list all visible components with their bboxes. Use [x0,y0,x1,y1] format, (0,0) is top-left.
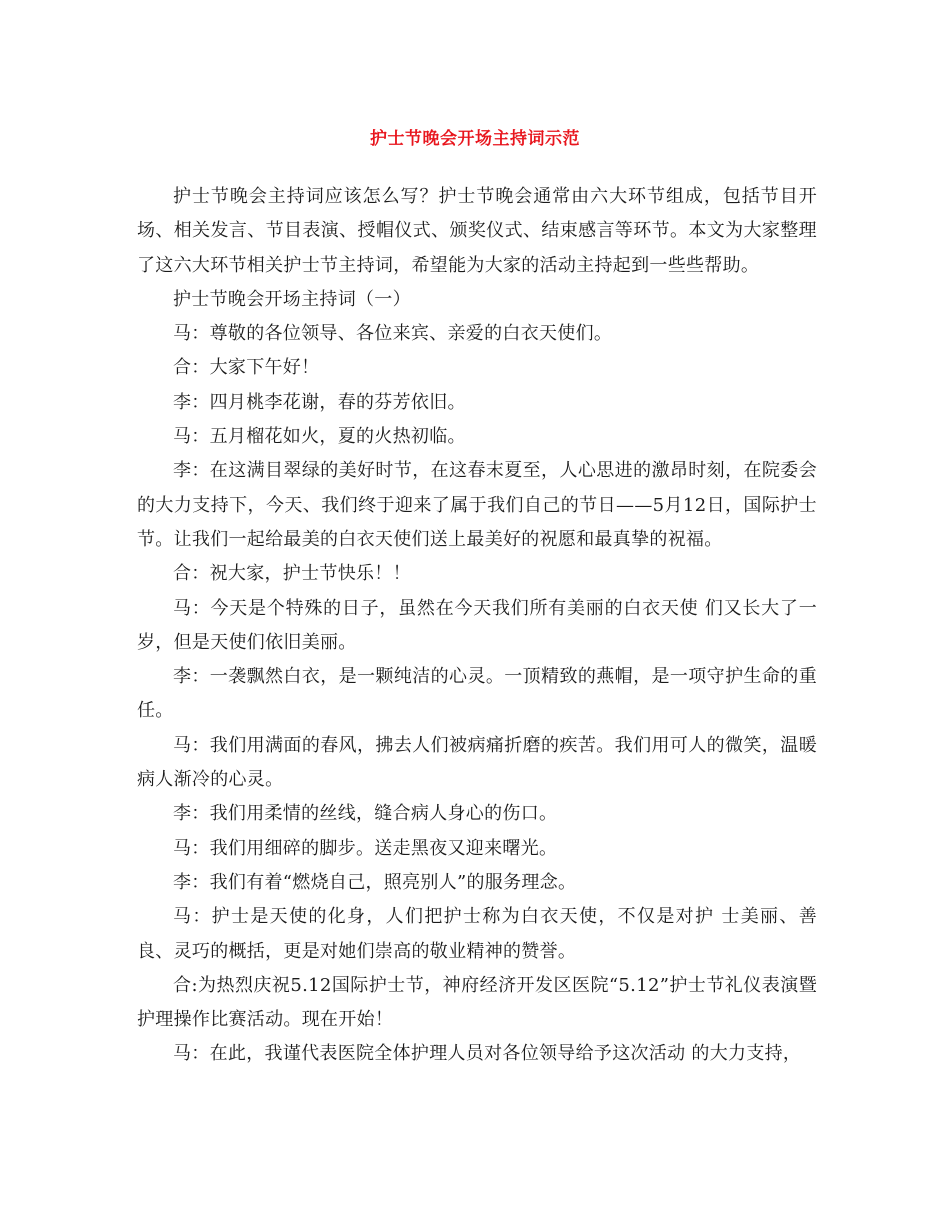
paragraph: 合：大家下午好！ [173,357,320,379]
paragraph: 马：在此，我谨代表医院全体护理人员对各位领导给予这次活动 的大力支持， [173,1043,802,1065]
paragraph-section-heading: 护士节晚会开场主持词（一） [173,288,411,310]
document-body [137,180,817,1072]
paragraph: 马：尊敬的各位领导、各位来宾、亲爱的白衣天使们。 [173,323,613,345]
paragraph: 马：五月榴花如火，夏的火热初临。 [173,426,466,448]
paragraph: 李：我们有着“燃烧自己，照亮别人”的服务理念。 [173,871,577,893]
paragraph: 李：四月桃李花谢，春的芬芳依旧。 [173,391,466,413]
paragraph: 合：祝大家，护士节快乐！！ [173,563,411,585]
paragraph: 马：我们用满面的春风，拂去人们被病痛折磨的疾苦。我们用可人的微笑，温暖病人渐冷的心灵。 [137,734,817,791]
paragraph: 马：我们用细碎的脚步。送走黑夜又迎来曙光。 [173,837,558,859]
paragraph: 合:为热烈庆祝5.12国际护士节，神府经济开发区医院“5.12”护士节礼仪表演暨护理操作比赛活动。现在开始！ [137,974,817,1031]
paragraph: 马：今天是个特殊的日子，虽然在今天我们所有美丽的白衣天使 们又长大了一岁，但是天使们依旧美丽。 [137,597,817,653]
paragraph: 李：在这满目翠绿的美好时节，在这春末夏至，人心思进的激昂时刻，在院委会的大力支持下，今天、我们终于迎来了属于我们自己的节日——5月12日，国际护士节。让我们一起给最美的白衣天使们送上最美好的祝愿和最真挚的祝福。 [137,460,817,550]
paragraph: 李：一袭飘然白衣，是一颗纯洁的心灵。一顶精致的燕帽，是一项守护生命的重任。 [137,666,817,722]
paragraph-intro: 护士节晚会主持词应该怎么写？护士节晚会通常由六大环节组成，包括节目开场、相关发言、节目表演、授帽仪式、颁奖仪式、结束感言等环节。本文为大家整理了这六大环节相关护士节主持词，希望能为大家的活动主持起到一些些帮助。 [137,186,817,276]
paragraph: 马：护士是天使的化身，人们把护士称为白衣天使，不仅是对护 士美丽、善良、灵巧的概括，更是对她们崇高的敬业精神的赞誉。 [137,906,817,962]
document-title: 护士节晚会开场主持词示范 [370,129,580,149]
paragraph: 李：我们用柔情的丝线，缝合病人身心的伤口。 [173,803,558,825]
